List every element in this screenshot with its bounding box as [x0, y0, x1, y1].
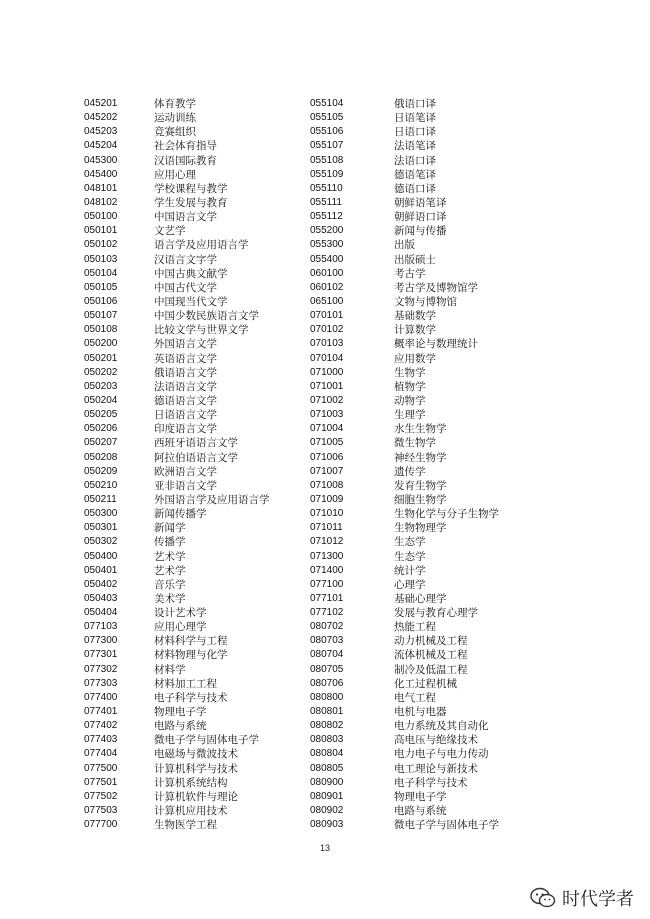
left-code: 077502 — [84, 790, 118, 802]
left-name: 中国语言文学 — [154, 211, 217, 224]
right-code: 055108 — [310, 154, 344, 166]
left-name: 外国语言学及应用语言学 — [154, 493, 270, 506]
left-name: 中国古典文献学 — [154, 267, 228, 280]
left-code: 077404 — [84, 748, 118, 760]
left-code: 045201 — [84, 98, 118, 109]
left-code: 077402 — [84, 720, 118, 732]
right-code: 055106 — [310, 126, 344, 138]
left-code: 077302 — [84, 663, 118, 675]
left-name: 美术学 — [154, 592, 186, 605]
right-code: 080703 — [310, 635, 344, 647]
table-row — [84, 111, 544, 125]
left-code: 050205 — [84, 409, 118, 421]
left-code: 045202 — [84, 112, 118, 124]
right-name: 概率论与数理统计 — [394, 338, 478, 351]
table-row — [84, 408, 544, 422]
right-name: 朝鲜语口译 — [394, 211, 447, 224]
right-name: 文物与博物馆 — [394, 295, 457, 308]
right-name: 热能工程 — [394, 621, 436, 634]
left-name: 西班牙语语言文学 — [154, 437, 238, 450]
left-name: 德语语言文学 — [154, 394, 217, 407]
table-row — [84, 168, 544, 182]
right-code: 080801 — [310, 706, 344, 718]
right-name: 心理学 — [394, 578, 426, 591]
left-name: 传播学 — [154, 536, 186, 549]
right-code: 080804 — [310, 748, 344, 760]
right-code: 055200 — [310, 225, 344, 237]
right-name: 遗传学 — [394, 465, 426, 478]
table-row — [84, 139, 544, 153]
table-row — [84, 323, 544, 337]
left-code: 045203 — [84, 126, 118, 138]
left-name: 英语语言文学 — [154, 352, 217, 365]
left-name: 新闻学 — [154, 522, 186, 535]
table-row — [84, 733, 544, 747]
table-row — [84, 648, 544, 662]
right-code: 055109 — [310, 168, 344, 180]
right-code: 071300 — [310, 550, 344, 562]
left-name: 法语语言文学 — [154, 380, 217, 393]
right-name: 水生生物学 — [394, 423, 447, 436]
table-row — [84, 238, 544, 252]
right-code: 071010 — [310, 508, 344, 520]
left-code: 050207 — [84, 437, 118, 449]
table-row — [84, 352, 544, 366]
page-number: 13 — [319, 843, 330, 853]
right-code: 055400 — [310, 253, 344, 265]
left-code: 050400 — [84, 550, 118, 562]
left-name: 物理电子学 — [154, 706, 207, 719]
right-name: 日语口译 — [394, 126, 436, 139]
right-code: 055300 — [310, 239, 344, 251]
right-code: 071008 — [310, 479, 344, 491]
left-code: 077300 — [84, 635, 118, 647]
left-code: 050107 — [84, 310, 118, 322]
table-row — [84, 210, 544, 224]
right-name: 统计学 — [394, 564, 426, 577]
right-name: 生理学 — [394, 409, 426, 422]
right-name: 化工过程机械 — [394, 677, 457, 690]
left-code: 077700 — [84, 819, 118, 831]
table-row — [84, 479, 544, 493]
left-name: 中国古代文学 — [154, 281, 217, 294]
table-row — [84, 380, 544, 394]
left-code: 048101 — [84, 182, 118, 194]
left-name: 社会体育指导 — [154, 140, 217, 153]
right-name: 法语口译 — [394, 154, 436, 167]
right-code: 055110 — [310, 182, 343, 194]
table-row — [84, 818, 544, 832]
left-name: 学校课程与教学 — [154, 182, 228, 195]
left-name: 艺术学 — [154, 564, 186, 577]
left-code: 050209 — [84, 465, 118, 477]
left-name: 外国语言文学 — [154, 338, 217, 351]
right-name: 电机与电器 — [394, 706, 447, 719]
table-row — [84, 564, 544, 578]
table-row — [84, 550, 544, 564]
table-row — [84, 578, 544, 592]
table-row — [84, 620, 544, 634]
right-name: 神经生物学 — [394, 451, 447, 464]
right-name: 考古学 — [394, 267, 426, 280]
right-name: 日语笔译 — [394, 112, 436, 125]
left-name: 运动训练 — [154, 112, 196, 125]
right-name: 植物学 — [394, 380, 426, 393]
right-code: 080704 — [310, 649, 344, 661]
right-name: 发展与教育心理学 — [394, 607, 478, 620]
left-code: 050210 — [84, 479, 118, 491]
right-code: 055107 — [310, 140, 344, 152]
right-code: 080705 — [310, 663, 344, 675]
left-code: 077303 — [84, 677, 118, 689]
right-code: 071002 — [310, 394, 344, 406]
left-name: 体育教学 — [154, 98, 196, 110]
left-code: 050203 — [84, 380, 118, 392]
left-name: 电路与系统 — [154, 720, 207, 733]
left-name: 艺术学 — [154, 550, 186, 563]
left-code: 077103 — [84, 621, 118, 633]
left-name: 阿拉伯语语言文学 — [154, 451, 238, 464]
left-name: 计算机软件与理论 — [154, 790, 238, 803]
left-name: 亚非语言文学 — [154, 479, 217, 492]
right-code: 070102 — [310, 324, 344, 336]
right-name: 法语笔译 — [394, 140, 436, 153]
left-name: 计算机系统结构 — [154, 776, 228, 789]
right-name: 动力机械及工程 — [394, 635, 468, 648]
table-row — [84, 295, 544, 309]
right-code: 060102 — [310, 281, 344, 293]
table-row — [84, 493, 544, 507]
left-code: 050211 — [84, 493, 117, 505]
right-name: 生态学 — [394, 550, 426, 563]
table-row — [84, 762, 544, 776]
left-name: 电子科学与技术 — [154, 691, 228, 704]
table-row — [84, 790, 544, 804]
left-name: 学生发展与教育 — [154, 196, 228, 209]
right-name: 高电压与绝缘技术 — [394, 734, 478, 747]
left-code: 077501 — [84, 776, 118, 788]
right-name: 新闻与传播 — [394, 225, 447, 238]
left-name: 应用心理学 — [154, 621, 207, 634]
right-name: 制冷及低温工程 — [394, 663, 468, 676]
left-name: 汉语言文字学 — [154, 253, 217, 266]
left-name: 比较文学与世界文学 — [154, 324, 249, 337]
right-code: 070103 — [310, 338, 344, 350]
left-name: 生物医学工程 — [154, 819, 217, 832]
right-name: 物理电子学 — [394, 790, 447, 803]
right-name: 电子科学与技术 — [394, 776, 468, 789]
table-row — [84, 535, 544, 549]
table-row — [84, 281, 544, 295]
program-code-table — [84, 97, 544, 832]
left-code: 050102 — [84, 239, 118, 251]
left-name: 汉语国际教育 — [154, 154, 217, 167]
table-row — [84, 691, 544, 705]
left-code: 050104 — [84, 267, 118, 279]
left-code: 050100 — [84, 211, 118, 223]
table-row — [84, 634, 544, 648]
left-name: 材料科学与工程 — [154, 635, 228, 648]
left-code: 050103 — [84, 253, 118, 265]
right-code: 071005 — [310, 437, 344, 449]
right-code: 060100 — [310, 267, 344, 279]
right-name: 德语笔译 — [394, 168, 436, 181]
left-code: 050105 — [84, 281, 118, 293]
left-name: 语言学及应用语言学 — [154, 239, 249, 252]
right-name: 德语口译 — [394, 182, 436, 195]
left-code: 077500 — [84, 762, 118, 774]
right-code: 080900 — [310, 776, 344, 788]
right-code: 070101 — [310, 310, 344, 322]
left-name: 俄语语言文学 — [154, 366, 217, 379]
right-name: 动物学 — [394, 394, 426, 407]
right-name: 计算数学 — [394, 324, 436, 337]
table-row — [84, 747, 544, 761]
table-row — [84, 606, 544, 620]
table-row — [84, 97, 544, 111]
right-code: 080805 — [310, 762, 344, 774]
left-name: 材料加工工程 — [154, 677, 217, 690]
watermark-text: 时代学者 — [562, 889, 634, 910]
right-name: 电工理论与新技术 — [394, 762, 478, 775]
right-code: 080702 — [310, 621, 344, 633]
left-name: 音乐学 — [154, 578, 186, 591]
right-name: 生物物理学 — [394, 522, 447, 535]
left-name: 竞赛组织 — [154, 126, 196, 139]
right-code: 080902 — [310, 805, 344, 817]
right-code: 071007 — [310, 465, 344, 477]
left-name: 材料物理与化学 — [154, 649, 228, 662]
left-name: 计算机应用技术 — [154, 805, 228, 818]
right-code: 080800 — [310, 691, 344, 703]
left-code: 050403 — [84, 592, 118, 604]
right-name: 生态学 — [394, 536, 426, 549]
left-name: 材料学 — [154, 663, 186, 676]
wechat-icon — [530, 887, 556, 909]
right-name: 朝鲜语笔译 — [394, 196, 447, 209]
table-row — [84, 705, 544, 719]
right-name: 发育生物学 — [394, 479, 447, 492]
table-row — [84, 394, 544, 408]
right-name: 生物学 — [394, 366, 426, 379]
right-name: 生物化学与分子生物学 — [394, 508, 499, 521]
right-name: 俄语口译 — [394, 98, 436, 110]
table-row — [84, 465, 544, 479]
left-code: 050201 — [84, 352, 118, 364]
right-code: 071011 — [310, 522, 343, 534]
right-code: 071003 — [310, 409, 344, 421]
right-code: 071006 — [310, 451, 344, 463]
right-code: 071400 — [310, 564, 344, 576]
left-code: 050302 — [84, 536, 118, 548]
left-code: 077503 — [84, 805, 118, 817]
left-code: 048102 — [84, 196, 118, 208]
right-name: 电气工程 — [394, 691, 436, 704]
right-name: 电力电子与电力传动 — [394, 748, 489, 761]
table-row — [84, 719, 544, 733]
right-code: 070104 — [310, 352, 344, 364]
table-row — [84, 592, 544, 606]
left-name: 文艺学 — [154, 225, 186, 238]
left-name: 中国少数民族语言文学 — [154, 310, 259, 323]
left-code: 045400 — [84, 168, 118, 180]
table-row — [84, 224, 544, 238]
right-code: 071009 — [310, 493, 344, 505]
table-row — [84, 196, 544, 210]
left-name: 日语语言文学 — [154, 409, 217, 422]
right-name: 出版 — [394, 239, 415, 252]
right-code: 080903 — [310, 819, 344, 831]
left-name: 应用心理 — [154, 168, 196, 181]
right-name: 应用数学 — [394, 352, 436, 365]
left-code: 050108 — [84, 324, 118, 336]
right-name: 考古学及博物馆学 — [394, 281, 478, 294]
right-name: 微生物学 — [394, 437, 436, 450]
left-name: 新闻传播学 — [154, 508, 207, 521]
left-code: 050402 — [84, 578, 118, 590]
right-code: 080803 — [310, 734, 344, 746]
table-row — [84, 677, 544, 691]
left-code: 050200 — [84, 338, 118, 350]
right-name: 基础数学 — [394, 310, 436, 323]
table-row — [84, 776, 544, 790]
right-name: 微电子学与固体电子学 — [394, 819, 499, 832]
left-code: 077403 — [84, 734, 118, 746]
left-code: 050300 — [84, 508, 118, 520]
left-code: 077400 — [84, 691, 118, 703]
table-row — [84, 366, 544, 380]
right-code: 077102 — [310, 607, 344, 619]
right-code: 071001 — [310, 380, 344, 392]
table-row — [84, 309, 544, 323]
table-row — [84, 267, 544, 281]
right-name: 细胞生物学 — [394, 493, 447, 506]
right-name: 基础心理学 — [394, 592, 447, 605]
right-name: 电力系统及其自动化 — [394, 720, 489, 733]
right-code: 065100 — [310, 295, 344, 307]
left-code: 077301 — [84, 649, 118, 661]
right-code: 055112 — [310, 211, 343, 223]
table-row — [84, 804, 544, 818]
left-code: 050202 — [84, 366, 118, 378]
left-name: 印度语言文学 — [154, 423, 217, 436]
left-code: 050101 — [84, 225, 118, 237]
table-row — [84, 507, 544, 521]
left-name: 设计艺术学 — [154, 607, 207, 620]
right-code: 080901 — [310, 790, 344, 802]
right-code: 055111 — [310, 196, 342, 208]
table-row — [84, 182, 544, 196]
left-code: 050208 — [84, 451, 118, 463]
left-name: 微电子学与固体电子学 — [154, 734, 259, 747]
table-row — [84, 521, 544, 535]
right-code: 080802 — [310, 720, 344, 732]
left-code: 050404 — [84, 607, 118, 619]
left-code: 077401 — [84, 706, 118, 718]
left-name: 欧洲语言文学 — [154, 465, 217, 478]
right-code: 071000 — [310, 366, 344, 378]
right-code: 071012 — [310, 536, 344, 548]
left-code: 050206 — [84, 423, 118, 435]
right-code: 077101 — [310, 592, 344, 604]
table-row — [84, 422, 544, 436]
table-row — [84, 337, 544, 351]
left-code: 050106 — [84, 295, 118, 307]
table-row — [84, 436, 544, 450]
right-code: 077100 — [310, 578, 344, 590]
table-row — [84, 125, 544, 139]
left-code: 050301 — [84, 522, 118, 534]
left-code: 050401 — [84, 564, 118, 576]
right-code: 055105 — [310, 112, 344, 124]
right-name: 流体机械及工程 — [394, 649, 468, 662]
left-name: 中国现当代文学 — [154, 295, 228, 308]
right-name: 电路与系统 — [394, 805, 447, 818]
table-row — [84, 154, 544, 168]
watermark — [530, 885, 634, 911]
table-row — [84, 663, 544, 677]
right-code: 055104 — [310, 98, 344, 109]
right-code: 071004 — [310, 423, 344, 435]
right-name: 出版硕士 — [394, 253, 436, 266]
left-code: 050204 — [84, 394, 118, 406]
right-code: 080706 — [310, 677, 344, 689]
left-name: 计算机科学与技术 — [154, 762, 238, 775]
table-row — [84, 253, 544, 267]
left-code: 045204 — [84, 140, 118, 152]
left-name: 电磁场与微波技术 — [154, 748, 238, 761]
left-code: 045300 — [84, 154, 118, 166]
table-row — [84, 451, 544, 465]
